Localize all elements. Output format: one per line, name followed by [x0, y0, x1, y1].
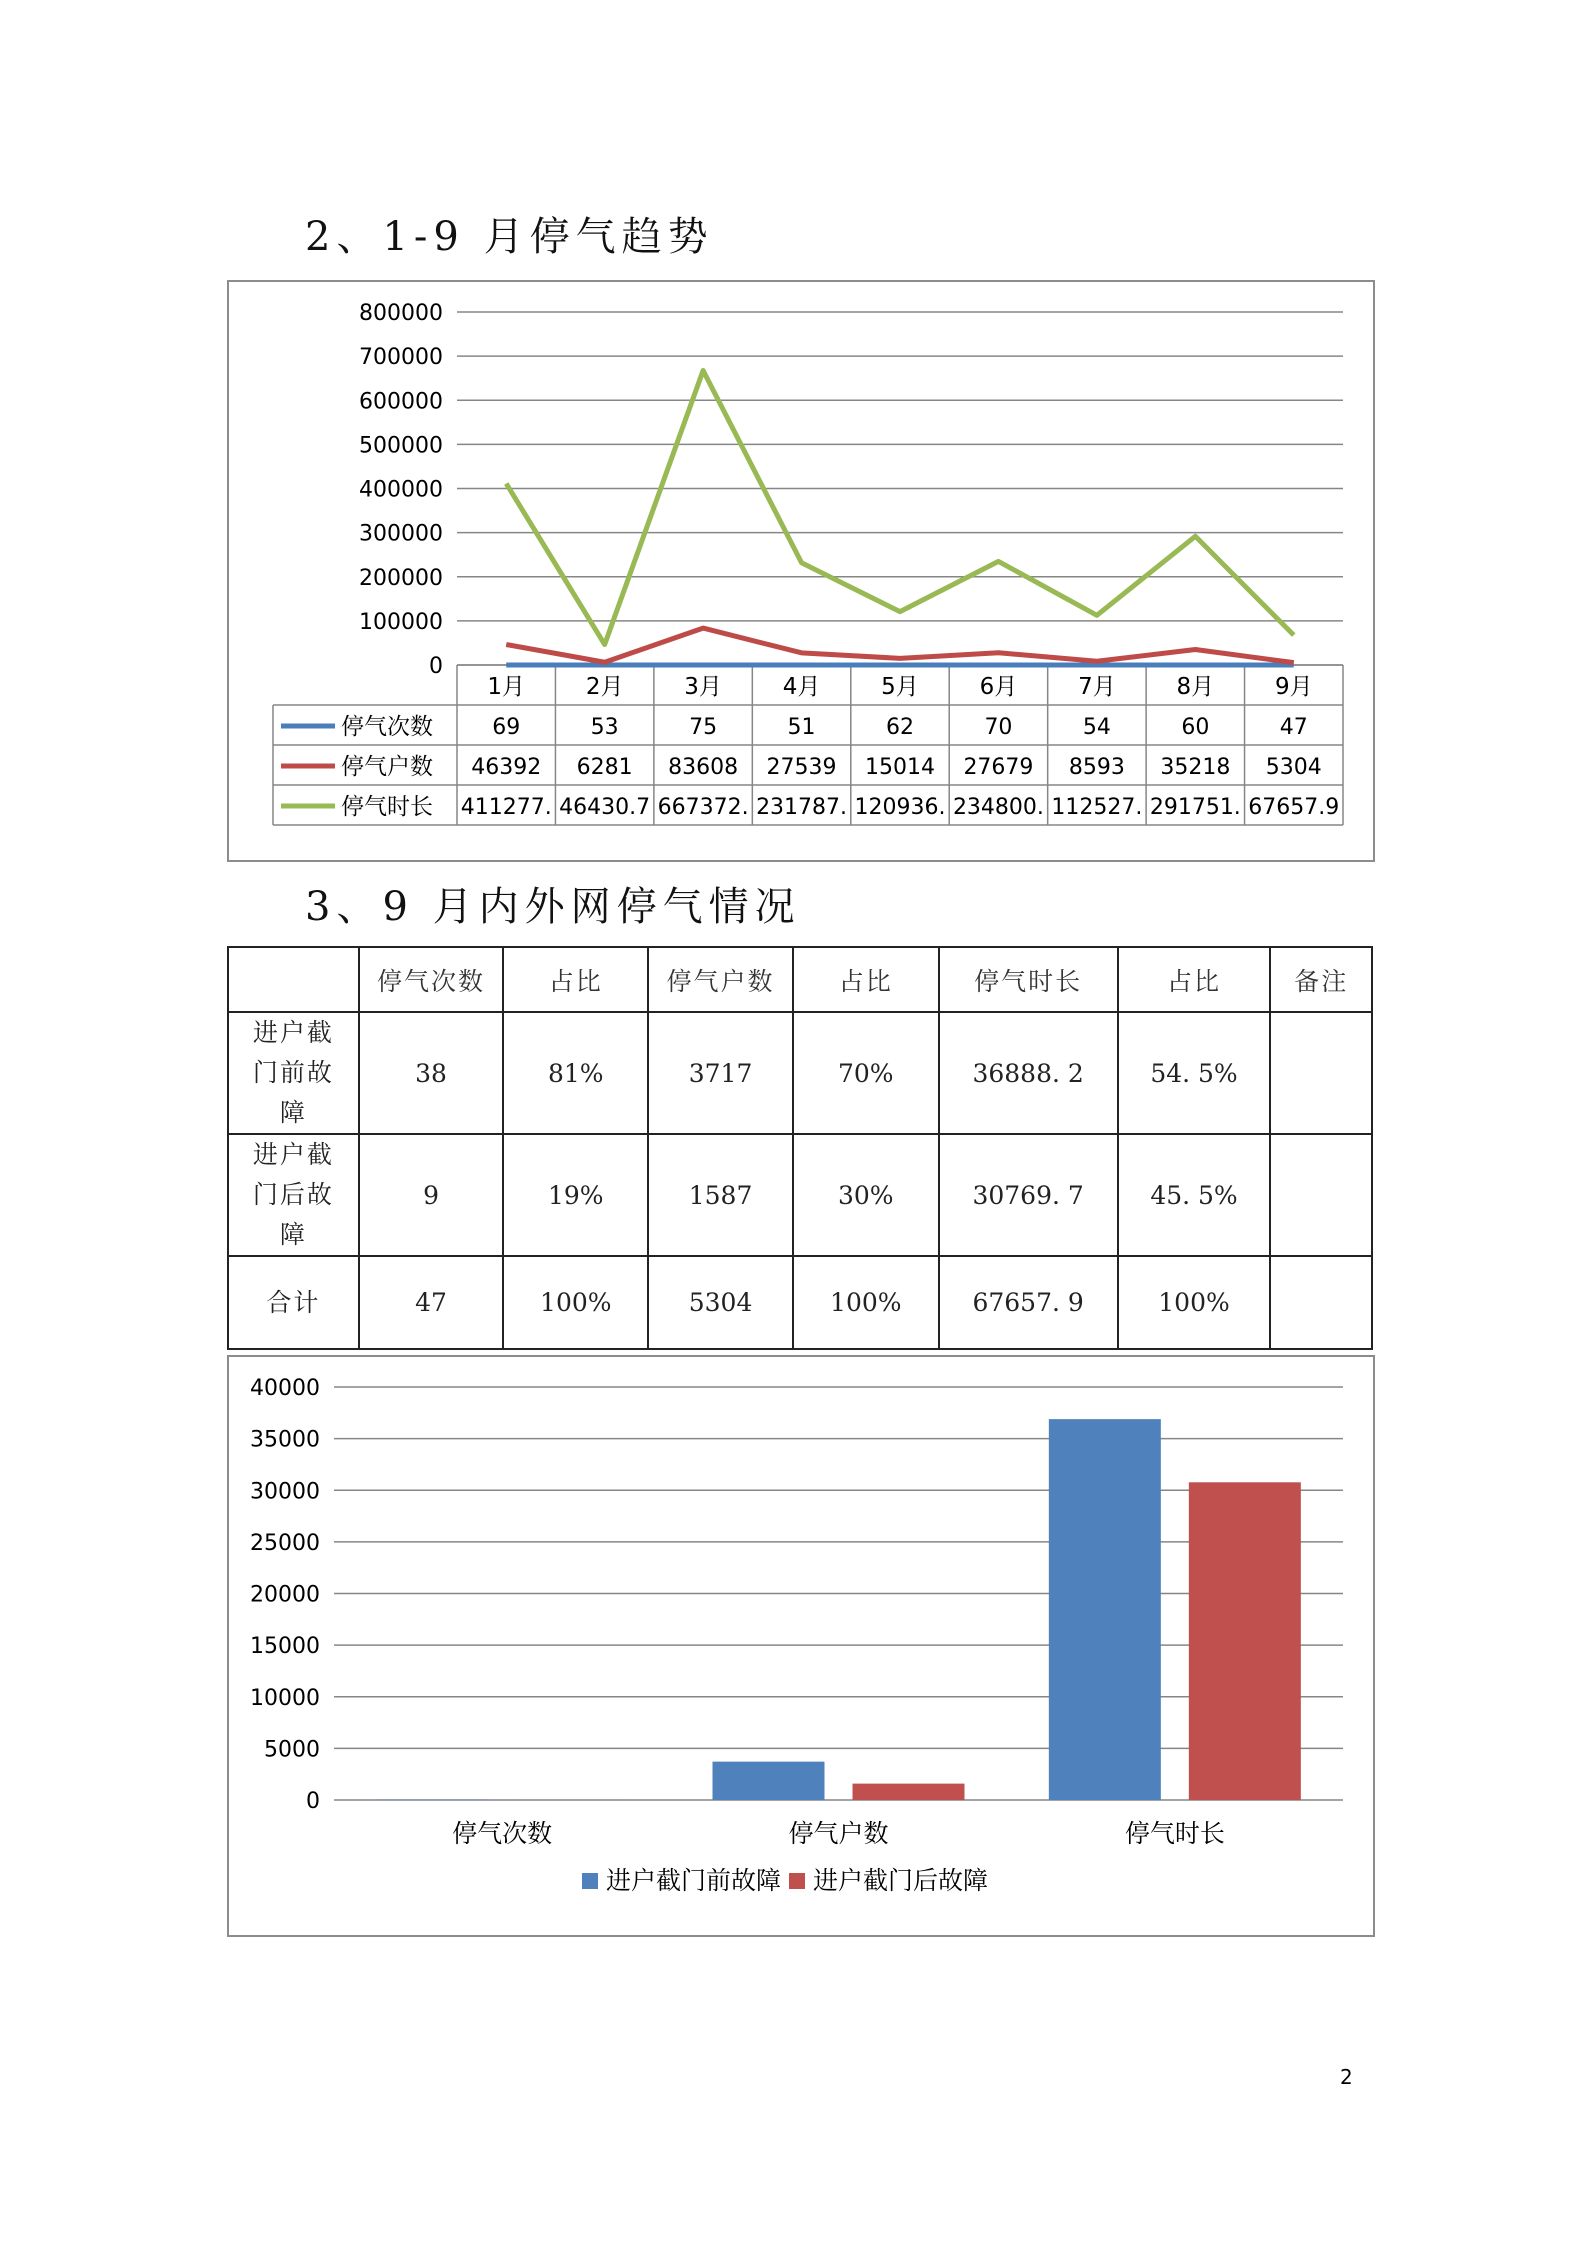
legend-label: 进户截门前故障 — [606, 1866, 782, 1895]
y-tick-label: 10000 — [250, 1685, 320, 1711]
y-tick-label: 25000 — [250, 1530, 320, 1556]
inner-outer-heading: 3、9 月内外网停气情况 — [305, 884, 801, 930]
table-value: 411277. — [460, 795, 552, 820]
y-tick-label: 0 — [306, 1789, 320, 1814]
y-tick-label: 100000 — [359, 609, 443, 635]
y-tick-label: 15000 — [250, 1634, 320, 1660]
trend-line-chart — [227, 280, 1375, 862]
x-category-label: 6月 — [979, 674, 1018, 700]
table-cell: 30% — [793, 1134, 939, 1256]
x-category-label: 5月 — [881, 674, 919, 700]
table-value: 27539 — [766, 755, 837, 780]
legend-label: 停气时长 — [341, 794, 433, 820]
header-cell: 占比 — [793, 947, 939, 1012]
y-tick-label: 800000 — [359, 301, 443, 326]
table-value: 15014 — [865, 755, 935, 780]
table-value: 51 — [787, 715, 816, 740]
table-row — [228, 1012, 1372, 1134]
table-value: 75 — [689, 715, 718, 740]
table-value: 60 — [1181, 715, 1210, 740]
legend-swatch — [789, 1873, 805, 1889]
x-category-label: 2月 — [585, 674, 624, 700]
row-label-line: 合计 — [266, 1287, 321, 1317]
row-label-line: 障 — [279, 1220, 307, 1249]
y-tick-label: 700000 — [359, 345, 443, 371]
table-cell: 30769. 7 — [939, 1134, 1118, 1256]
x-category-label: 7月 — [1078, 674, 1116, 700]
table-value: 67657.9 — [1248, 795, 1340, 820]
y-tick-label: 600000 — [359, 389, 443, 415]
table-value: 54 — [1082, 715, 1111, 740]
y-tick-label: 0 — [429, 654, 443, 679]
table-cell: 70% — [793, 1012, 939, 1134]
x-category-label: 1月 — [487, 674, 526, 700]
trend-heading: 2、1-9 月停气趋势 — [305, 214, 714, 260]
row-label — [228, 1134, 359, 1256]
row-label-line: 障 — [279, 1098, 307, 1127]
header-cell: 占比 — [503, 947, 648, 1012]
table-cell — [1270, 1012, 1372, 1134]
x-category-label: 9月 — [1274, 674, 1313, 700]
y-tick-label: 5000 — [264, 1737, 320, 1763]
x-category-label: 3月 — [684, 674, 722, 700]
table-cell: 1587 — [648, 1134, 793, 1256]
table-value: 46430.7 — [559, 795, 651, 820]
x-category-label: 停气时长 — [1124, 1819, 1225, 1848]
table-value: 291751. — [1149, 795, 1241, 820]
table-cell: 45. 5% — [1118, 1134, 1271, 1256]
table-cell: 100% — [503, 1256, 648, 1349]
table-cell — [1270, 1256, 1372, 1349]
table-cell: 9 — [359, 1134, 504, 1256]
table-cell: 47 — [359, 1256, 504, 1349]
row-label — [228, 1012, 359, 1134]
header-cell: 备注 — [1270, 947, 1372, 1012]
y-tick-label: 300000 — [359, 521, 443, 547]
row-label-line: 门前故 — [252, 1058, 334, 1087]
y-tick-label: 35000 — [250, 1427, 320, 1453]
table-value: 112527. — [1051, 795, 1143, 820]
table-row-total — [228, 1256, 1372, 1349]
legend-label: 停气户数 — [341, 754, 433, 780]
x-category-label: 8月 — [1176, 674, 1215, 700]
bar — [853, 1784, 965, 1800]
table-cell: 5304 — [648, 1256, 793, 1349]
table-cell: 54. 5% — [1118, 1012, 1271, 1134]
inner-outer-bar-chart-svg — [229, 1357, 1373, 1935]
table-cell: 67657. 9 — [939, 1256, 1118, 1349]
table-cell: 19% — [503, 1134, 648, 1256]
y-tick-label: 500000 — [359, 433, 443, 459]
bar — [1189, 1482, 1301, 1800]
table-value: 83608 — [668, 755, 739, 780]
table-cell: 3717 — [648, 1012, 793, 1134]
legend-swatch — [582, 1873, 598, 1889]
table-value: 69 — [492, 715, 521, 740]
table-cell: 100% — [793, 1256, 939, 1349]
row-label — [228, 1256, 359, 1349]
page-number: 2 — [1340, 2065, 1353, 2089]
y-tick-label: 200000 — [359, 565, 443, 591]
header-cell: 占比 — [1118, 947, 1271, 1012]
trend-line-chart-svg — [229, 282, 1373, 860]
row-label-line: 进户截 — [252, 1140, 334, 1169]
table-cell: 36888. 2 — [939, 1012, 1118, 1134]
legend-label: 进户截门后故障 — [813, 1866, 989, 1895]
header-cell: 停气时长 — [939, 947, 1118, 1012]
series-line — [506, 371, 1294, 645]
header-cell: 停气次数 — [359, 947, 504, 1012]
table-cell: 38 — [359, 1012, 504, 1134]
table-cell: 100% — [1118, 1256, 1271, 1349]
table-value: 46392 — [471, 755, 542, 780]
bar — [1049, 1419, 1161, 1800]
table-value: 234800. — [952, 795, 1044, 820]
x-category-label: 4月 — [782, 674, 821, 700]
table-cell — [1270, 1134, 1372, 1256]
series-line — [506, 628, 1294, 663]
legend-label: 停气次数 — [341, 714, 433, 740]
table-value: 27679 — [963, 755, 1034, 780]
table-value: 5304 — [1265, 755, 1322, 780]
x-category-label: 停气户数 — [788, 1819, 889, 1848]
table-cell: 81% — [503, 1012, 648, 1134]
table-row — [228, 1134, 1372, 1256]
table-value: 70 — [984, 715, 1013, 740]
y-tick-label: 40000 — [250, 1376, 320, 1401]
header-cell: 停气户数 — [648, 947, 793, 1012]
y-tick-label: 30000 — [250, 1479, 320, 1505]
row-label-line: 门后故 — [252, 1180, 334, 1209]
header-cell — [228, 947, 359, 1012]
table-value: 6281 — [576, 755, 633, 780]
x-category-label: 停气次数 — [452, 1819, 553, 1848]
table-value: 47 — [1279, 715, 1308, 740]
table-value: 35218 — [1160, 755, 1231, 780]
table-header-row — [228, 947, 1372, 1012]
inner-outer-bar-chart — [227, 1355, 1375, 1937]
bar — [713, 1762, 825, 1800]
table-value: 667372. — [657, 795, 749, 820]
table-value: 231787. — [756, 795, 848, 820]
table-value: 8593 — [1068, 755, 1125, 780]
y-tick-label: 20000 — [250, 1582, 320, 1608]
table-value: 62 — [886, 715, 914, 740]
row-label-line: 进户截 — [252, 1018, 334, 1047]
table-value: 120936. — [854, 795, 946, 820]
table-value: 53 — [590, 715, 619, 740]
y-tick-label: 400000 — [359, 477, 443, 503]
inner-outer-table — [227, 946, 1373, 1350]
